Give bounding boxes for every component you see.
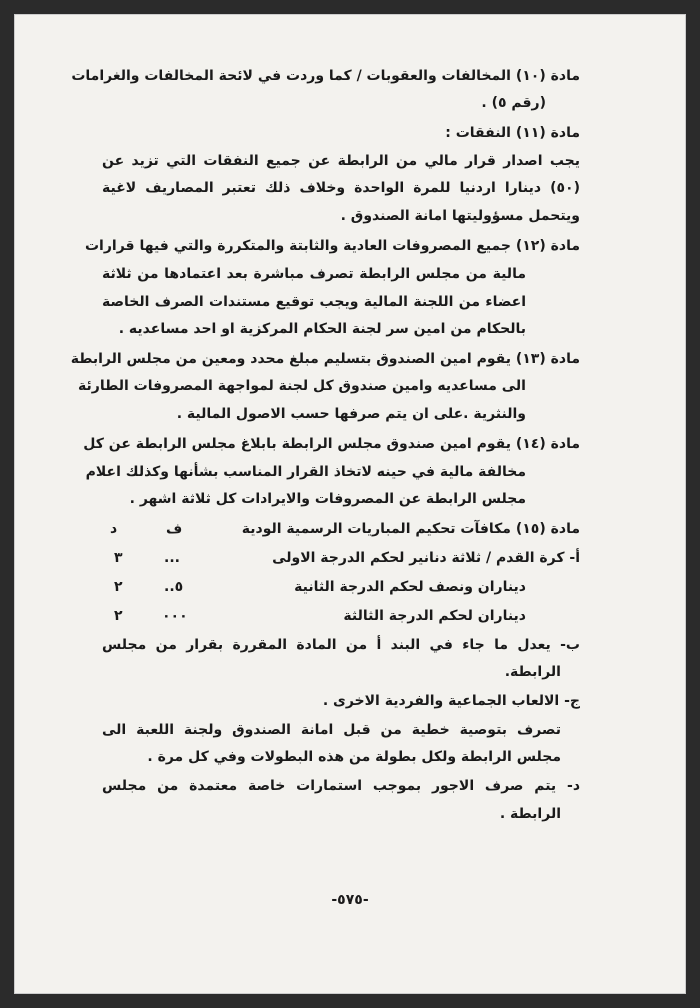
table-header-dinar: د	[110, 521, 118, 537]
text-line: اعضاء من اللجنة المالية ويجب توقيع مستندات الصرف الخاصة	[102, 294, 526, 310]
text-line: ويتحمل مسؤوليتها امانة الصندوق .	[340, 208, 580, 224]
text-line: مخالفة مالية في حينه لاتخاذ القرار المناسب بشأنها وكذلك اعلام	[85, 464, 526, 480]
text-line: (رقم ٥) .	[481, 95, 546, 111]
table-row-label: ديناران لحكم الدرجة الثالثة	[343, 608, 526, 624]
table-header-fils: ف	[166, 521, 183, 537]
text-line: د- يتم صرف الاجور بموجب استمارات خاصة معتمدة من مجلس	[102, 778, 580, 794]
text-line: تصرف بتوصية خطية من قبل امانة الصندوق ولجنة اللعبة الى	[102, 722, 561, 738]
table-row-label: ديناران ونصف لحكم الدرجة الثانية	[294, 579, 526, 595]
table-row-fils: ...	[164, 550, 180, 566]
text-line: مالية من مجلس الرابطة تصرف مباشرة بعد اعتمادها من ثلاثة	[102, 266, 526, 282]
text-line: مادة (١٠) المخالفات والعقوبات / كما وردت في لائحة المخالفات والغرامات	[71, 68, 580, 84]
text-line: بالحكام من امين سر لجنة الحكام المركزية او احد مساعديه .	[118, 321, 526, 337]
document-page	[14, 14, 686, 994]
text-line: مجلس الرابطة ولكل بطولة من هذه البطولات وفي كل مرة .	[147, 749, 561, 765]
text-line: الرابطة.	[504, 664, 561, 680]
text-line: ج- الالعاب الجماعية والفردية الاخرى .	[322, 693, 580, 709]
table-row-dinar: ٢	[114, 608, 123, 624]
table-row-label: أ- كرة القدم / ثلاثة دنانير لحكم الدرجة الاولى	[272, 550, 580, 566]
text-line: ب- يعدل ما جاء في البند أ من المادة المقررة بقرار من مجلس	[102, 637, 580, 653]
page-number: -٥٧٥-	[331, 892, 369, 908]
text-line: يجب اصدار قرار مالي من الرابطة عن جميع النفقات التي تزيد عن	[102, 153, 580, 169]
text-line: (٥٠) دينارا اردنيا للمرة الواحدة وخلاف ذلك تعتبر المصاريف لاغية	[102, 180, 580, 196]
table-row-fils: ٠٠٠	[162, 608, 188, 624]
text-line: مادة (١١) النفقات :	[445, 125, 580, 141]
text-line: مادة (١٢) جميع المصروفات العادية والثابتة والمتكررة والتي فيها قرارات	[84, 238, 580, 254]
table-row-fils: ٥..	[164, 579, 184, 595]
text-line: مادة (١٣) يقوم امين الصندوق بتسليم مبلغ محدد ومعين من مجلس الرابطة	[70, 351, 580, 367]
text-line: والنثرية .على ان يتم صرفها حسب الاصول المالية .	[176, 406, 526, 422]
table-row-dinar: ٢	[114, 579, 123, 595]
text-line: مادة (١٤) يقوم امين صندوق مجلس الرابطة بابلاغ مجلس الرابطة عن كل	[83, 436, 580, 452]
text-line: مجلس الرابطة عن المصروفات والايرادات كل ثلاثة اشهر .	[129, 491, 526, 507]
text-line: الرابطة .	[499, 806, 561, 822]
table-row-dinar: ٣	[114, 550, 123, 566]
text-line: مادة (١٥) مكافآت تحكيم المباريات الرسمية الودية	[241, 521, 580, 537]
text-line: الى مساعديه وامين صندوق كل لجنة لمواجهة المصروفات الطارئة	[78, 378, 526, 394]
